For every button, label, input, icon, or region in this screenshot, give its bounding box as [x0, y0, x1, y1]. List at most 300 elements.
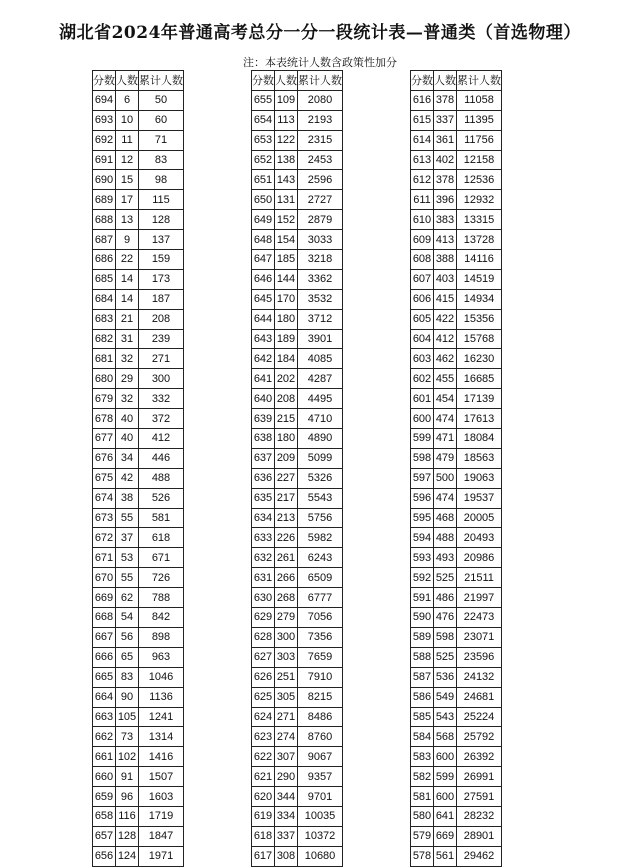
- cumulative-cell: 1603: [139, 787, 184, 807]
- cumulative-cell: 271: [139, 349, 184, 369]
- score-cell: 594: [411, 528, 434, 548]
- table-row: [93, 627, 184, 647]
- score-cell: 675: [93, 468, 116, 488]
- score-cell: 663: [93, 707, 116, 727]
- score-cell: 662: [93, 727, 116, 747]
- score-cell: 661: [93, 747, 116, 767]
- score-cell: 595: [411, 508, 434, 528]
- score-cell: 657: [93, 826, 116, 846]
- score-cell: 611: [411, 190, 434, 210]
- score-cell: 647: [252, 250, 275, 270]
- count-cell: 209: [275, 448, 298, 468]
- table-row: [93, 747, 184, 767]
- cumulative-cell: 20986: [457, 548, 502, 568]
- score-cell: 618: [252, 826, 275, 846]
- table-row: [93, 90, 184, 110]
- table-row: [252, 747, 343, 767]
- table-row: [411, 508, 502, 528]
- score-cell: 681: [93, 349, 116, 369]
- cumulative-cell: 4287: [298, 369, 343, 389]
- table-row: [411, 448, 502, 468]
- count-cell: 40: [116, 409, 139, 429]
- cumulative-cell: 14116: [457, 250, 502, 270]
- count-cell: 279: [275, 608, 298, 628]
- cumulative-cell: 24681: [457, 687, 502, 707]
- count-cell: 300: [275, 627, 298, 647]
- count-cell: 268: [275, 588, 298, 608]
- score-cell: 655: [252, 90, 275, 110]
- cumulative-cell: 187: [139, 289, 184, 309]
- score-cell: 598: [411, 448, 434, 468]
- score-cell: 676: [93, 448, 116, 468]
- table-row: [93, 707, 184, 727]
- score-cell: 673: [93, 508, 116, 528]
- cumulative-cell: 10680: [298, 846, 343, 866]
- cumulative-cell: 2879: [298, 210, 343, 230]
- count-cell: 462: [434, 349, 457, 369]
- count-cell: 217: [275, 488, 298, 508]
- score-cell: 671: [93, 548, 116, 568]
- score-cell: 659: [93, 787, 116, 807]
- score-cell: 623: [252, 727, 275, 747]
- score-cell: 592: [411, 568, 434, 588]
- count-cell: 53: [116, 548, 139, 568]
- table-row: [93, 110, 184, 130]
- cumulative-cell: 12932: [457, 190, 502, 210]
- score-cell: 583: [411, 747, 434, 767]
- count-cell: 138: [275, 150, 298, 170]
- score-cell: 644: [252, 309, 275, 329]
- count-cell: 251: [275, 667, 298, 687]
- count-cell: 22: [116, 250, 139, 270]
- cumulative-cell: 1136: [139, 687, 184, 707]
- header-row: [411, 71, 502, 91]
- score-cell: 654: [252, 110, 275, 130]
- cumulative-cell: 19063: [457, 468, 502, 488]
- score-cell: 649: [252, 210, 275, 230]
- cumulative-cell: 12536: [457, 170, 502, 190]
- cumulative-cell: 16685: [457, 369, 502, 389]
- cumulative-cell: 20005: [457, 508, 502, 528]
- cumulative-cell: 5099: [298, 448, 343, 468]
- table-row: [252, 627, 343, 647]
- cumulative-cell: 50: [139, 90, 184, 110]
- count-cell: 21: [116, 309, 139, 329]
- table-row: [252, 468, 343, 488]
- table-row: [93, 130, 184, 150]
- table-row: [252, 568, 343, 588]
- count-cell: 383: [434, 210, 457, 230]
- cumulative-cell: 6777: [298, 588, 343, 608]
- cumulative-cell: 5543: [298, 488, 343, 508]
- table-row: [252, 608, 343, 628]
- score-cell: 590: [411, 608, 434, 628]
- score-cell: 621: [252, 767, 275, 787]
- score-cell: 616: [411, 90, 434, 110]
- cumulative-cell: 3901: [298, 329, 343, 349]
- score-cell: 609: [411, 230, 434, 250]
- count-cell: 122: [275, 130, 298, 150]
- header-count: 人数: [434, 71, 457, 91]
- score-cell: 686: [93, 250, 116, 270]
- score-cell: 687: [93, 230, 116, 250]
- cumulative-cell: 28901: [457, 826, 502, 846]
- score-cell: 690: [93, 170, 116, 190]
- cumulative-cell: 4890: [298, 429, 343, 449]
- count-cell: 31: [116, 329, 139, 349]
- table-row: [411, 130, 502, 150]
- count-cell: 54: [116, 608, 139, 628]
- count-cell: 274: [275, 727, 298, 747]
- score-cell: 637: [252, 448, 275, 468]
- score-cell: 667: [93, 627, 116, 647]
- score-cell: 579: [411, 826, 434, 846]
- count-cell: 361: [434, 130, 457, 150]
- table-row: [411, 230, 502, 250]
- score-cell: 668: [93, 608, 116, 628]
- cumulative-cell: 13728: [457, 230, 502, 250]
- cumulative-cell: 2453: [298, 150, 343, 170]
- cumulative-cell: 9357: [298, 767, 343, 787]
- cumulative-cell: 526: [139, 488, 184, 508]
- count-cell: 29: [116, 369, 139, 389]
- cumulative-cell: 239: [139, 329, 184, 349]
- cumulative-cell: 671: [139, 548, 184, 568]
- score-cell: 665: [93, 667, 116, 687]
- score-cell: 600: [411, 409, 434, 429]
- count-cell: 113: [275, 110, 298, 130]
- count-cell: 65: [116, 647, 139, 667]
- score-cell: 613: [411, 150, 434, 170]
- score-cell: 639: [252, 409, 275, 429]
- cumulative-cell: 11395: [457, 110, 502, 130]
- cumulative-cell: 2193: [298, 110, 343, 130]
- table-row: [411, 170, 502, 190]
- cumulative-cell: 842: [139, 608, 184, 628]
- table-row: [411, 269, 502, 289]
- score-cell: 651: [252, 170, 275, 190]
- count-cell: 91: [116, 767, 139, 787]
- score-cell: 608: [411, 250, 434, 270]
- score-table-3: [410, 70, 502, 867]
- score-cell: 624: [252, 707, 275, 727]
- table-row: [93, 767, 184, 787]
- score-cell: 610: [411, 210, 434, 230]
- count-cell: 124: [116, 846, 139, 866]
- score-cell: 586: [411, 687, 434, 707]
- cumulative-cell: 488: [139, 468, 184, 488]
- cumulative-cell: 2727: [298, 190, 343, 210]
- cumulative-cell: 726: [139, 568, 184, 588]
- score-cell: 620: [252, 787, 275, 807]
- count-cell: 476: [434, 608, 457, 628]
- cumulative-cell: 14934: [457, 289, 502, 309]
- table-row: [93, 608, 184, 628]
- table-row: [252, 727, 343, 747]
- score-cell: 653: [252, 130, 275, 150]
- score-cell: 688: [93, 210, 116, 230]
- score-cell: 643: [252, 329, 275, 349]
- cumulative-cell: 13315: [457, 210, 502, 230]
- cumulative-cell: 6509: [298, 568, 343, 588]
- table-row: [411, 190, 502, 210]
- count-cell: 599: [434, 767, 457, 787]
- cumulative-cell: 27591: [457, 787, 502, 807]
- score-cell: 652: [252, 150, 275, 170]
- page-title: 湖北省2024年普通高考总分一分一段统计表—普通类（首选物理）: [59, 23, 581, 43]
- count-cell: 290: [275, 767, 298, 787]
- count-cell: 13: [116, 210, 139, 230]
- count-cell: 180: [275, 309, 298, 329]
- cumulative-cell: 14519: [457, 269, 502, 289]
- table-row: [252, 548, 343, 568]
- table-row: [93, 389, 184, 409]
- count-cell: 17: [116, 190, 139, 210]
- score-cell: 632: [252, 548, 275, 568]
- table-row: [411, 250, 502, 270]
- cumulative-cell: 23596: [457, 647, 502, 667]
- table-row: [411, 150, 502, 170]
- cumulative-cell: 8486: [298, 707, 343, 727]
- cumulative-cell: 15768: [457, 329, 502, 349]
- cumulative-cell: 7356: [298, 627, 343, 647]
- count-cell: 561: [434, 846, 457, 866]
- count-cell: 412: [434, 329, 457, 349]
- table-row: [411, 349, 502, 369]
- score-cell: 677: [93, 429, 116, 449]
- cumulative-cell: 3362: [298, 269, 343, 289]
- table-row: [93, 190, 184, 210]
- cumulative-cell: 3033: [298, 230, 343, 250]
- cumulative-cell: 1847: [139, 826, 184, 846]
- cumulative-cell: 7910: [298, 667, 343, 687]
- count-cell: 344: [275, 787, 298, 807]
- table-row: [252, 329, 343, 349]
- count-cell: 402: [434, 150, 457, 170]
- score-cell: 635: [252, 488, 275, 508]
- table-row: [252, 289, 343, 309]
- cumulative-cell: 26392: [457, 747, 502, 767]
- table-row: [252, 309, 343, 329]
- cumulative-cell: 208: [139, 309, 184, 329]
- table-row: [93, 588, 184, 608]
- count-cell: 271: [275, 707, 298, 727]
- table-row: [411, 627, 502, 647]
- count-cell: 38: [116, 488, 139, 508]
- score-cell: 689: [93, 190, 116, 210]
- score-cell: 656: [93, 846, 116, 866]
- count-cell: 261: [275, 548, 298, 568]
- cumulative-cell: 1507: [139, 767, 184, 787]
- table-row: [411, 806, 502, 826]
- table-row: [252, 448, 343, 468]
- score-cell: 685: [93, 269, 116, 289]
- score-cell: 591: [411, 588, 434, 608]
- count-cell: 471: [434, 429, 457, 449]
- score-cell: 650: [252, 190, 275, 210]
- count-cell: 500: [434, 468, 457, 488]
- score-cell: 602: [411, 369, 434, 389]
- header-score: 分数: [93, 71, 116, 91]
- score-cell: 603: [411, 349, 434, 369]
- table-row: [411, 389, 502, 409]
- cumulative-cell: 4085: [298, 349, 343, 369]
- table-row: [93, 846, 184, 866]
- score-cell: 625: [252, 687, 275, 707]
- table-row: [93, 667, 184, 687]
- table-row: [252, 767, 343, 787]
- table-row: [252, 687, 343, 707]
- count-cell: 488: [434, 528, 457, 548]
- score-cell: 640: [252, 389, 275, 409]
- score-table-1: [92, 70, 184, 867]
- table-row: [93, 508, 184, 528]
- table-row: [411, 429, 502, 449]
- count-cell: 15: [116, 170, 139, 190]
- cumulative-cell: 18563: [457, 448, 502, 468]
- score-cell: 692: [93, 130, 116, 150]
- cumulative-cell: 7056: [298, 608, 343, 628]
- count-cell: 42: [116, 468, 139, 488]
- count-cell: 422: [434, 309, 457, 329]
- count-cell: 170: [275, 289, 298, 309]
- cumulative-cell: 6243: [298, 548, 343, 568]
- count-cell: 455: [434, 369, 457, 389]
- score-cell: 633: [252, 528, 275, 548]
- cumulative-cell: 5982: [298, 528, 343, 548]
- count-cell: 185: [275, 250, 298, 270]
- cumulative-cell: 18084: [457, 429, 502, 449]
- count-cell: 388: [434, 250, 457, 270]
- table-row: [411, 608, 502, 628]
- table-row: [252, 230, 343, 250]
- count-cell: 9: [116, 230, 139, 250]
- table-row: [411, 548, 502, 568]
- table-row: [411, 210, 502, 230]
- cumulative-cell: 8760: [298, 727, 343, 747]
- cumulative-cell: 5756: [298, 508, 343, 528]
- table-row: [93, 787, 184, 807]
- table-row: [252, 846, 343, 866]
- count-cell: 116: [116, 806, 139, 826]
- cumulative-cell: 16230: [457, 349, 502, 369]
- count-cell: 543: [434, 707, 457, 727]
- cumulative-cell: 137: [139, 230, 184, 250]
- table-row: [252, 826, 343, 846]
- table-row: [93, 488, 184, 508]
- count-cell: 213: [275, 508, 298, 528]
- table-row: [252, 130, 343, 150]
- cumulative-cell: 7659: [298, 647, 343, 667]
- cumulative-cell: 128: [139, 210, 184, 230]
- cumulative-cell: 4495: [298, 389, 343, 409]
- cumulative-cell: 71: [139, 130, 184, 150]
- cumulative-cell: 22473: [457, 608, 502, 628]
- score-cell: 581: [411, 787, 434, 807]
- score-cell: 694: [93, 90, 116, 110]
- count-cell: 468: [434, 508, 457, 528]
- header-cumulative: 累计人数: [298, 71, 343, 91]
- table-row: [252, 349, 343, 369]
- count-cell: 525: [434, 647, 457, 667]
- score-cell: 614: [411, 130, 434, 150]
- count-cell: 55: [116, 568, 139, 588]
- count-cell: 226: [275, 528, 298, 548]
- score-cell: 599: [411, 429, 434, 449]
- cumulative-cell: 2596: [298, 170, 343, 190]
- score-table-2: [251, 70, 343, 867]
- count-cell: 73: [116, 727, 139, 747]
- table-row: [93, 727, 184, 747]
- count-cell: 600: [434, 787, 457, 807]
- cumulative-cell: 11058: [457, 90, 502, 110]
- cumulative-cell: 25224: [457, 707, 502, 727]
- count-cell: 154: [275, 230, 298, 250]
- table-row: [411, 488, 502, 508]
- header-row: [252, 71, 343, 91]
- cumulative-cell: 83: [139, 150, 184, 170]
- cumulative-cell: 618: [139, 528, 184, 548]
- cumulative-cell: 372: [139, 409, 184, 429]
- score-cell: 666: [93, 647, 116, 667]
- cumulative-cell: 17613: [457, 409, 502, 429]
- score-cell: 672: [93, 528, 116, 548]
- cumulative-cell: 2315: [298, 130, 343, 150]
- score-cell: 627: [252, 647, 275, 667]
- count-cell: 479: [434, 448, 457, 468]
- cumulative-cell: 29462: [457, 846, 502, 866]
- count-cell: 396: [434, 190, 457, 210]
- score-cell: 584: [411, 727, 434, 747]
- score-cell: 601: [411, 389, 434, 409]
- score-cell: 622: [252, 747, 275, 767]
- score-cell: 670: [93, 568, 116, 588]
- table-row: [93, 568, 184, 588]
- score-cell: 607: [411, 269, 434, 289]
- cumulative-cell: 2080: [298, 90, 343, 110]
- count-cell: 493: [434, 548, 457, 568]
- table-row: [252, 508, 343, 528]
- cumulative-cell: 4710: [298, 409, 343, 429]
- cumulative-cell: 1971: [139, 846, 184, 866]
- table-row: [411, 707, 502, 727]
- table-row: [93, 269, 184, 289]
- score-cell: 596: [411, 488, 434, 508]
- cumulative-cell: 9701: [298, 787, 343, 807]
- count-cell: 378: [434, 170, 457, 190]
- count-cell: 266: [275, 568, 298, 588]
- cumulative-cell: 20493: [457, 528, 502, 548]
- table-row: [411, 369, 502, 389]
- count-cell: 568: [434, 727, 457, 747]
- cumulative-cell: 332: [139, 389, 184, 409]
- count-cell: 525: [434, 568, 457, 588]
- cumulative-cell: 26991: [457, 767, 502, 787]
- count-cell: 109: [275, 90, 298, 110]
- count-cell: 37: [116, 528, 139, 548]
- count-cell: 227: [275, 468, 298, 488]
- table-row: [411, 568, 502, 588]
- score-cell: 693: [93, 110, 116, 130]
- count-cell: 55: [116, 508, 139, 528]
- cumulative-cell: 21511: [457, 568, 502, 588]
- table-row: [93, 448, 184, 468]
- score-cell: 617: [252, 846, 275, 866]
- count-cell: 305: [275, 687, 298, 707]
- cumulative-cell: 5326: [298, 468, 343, 488]
- table-row: [411, 767, 502, 787]
- score-cell: 646: [252, 269, 275, 289]
